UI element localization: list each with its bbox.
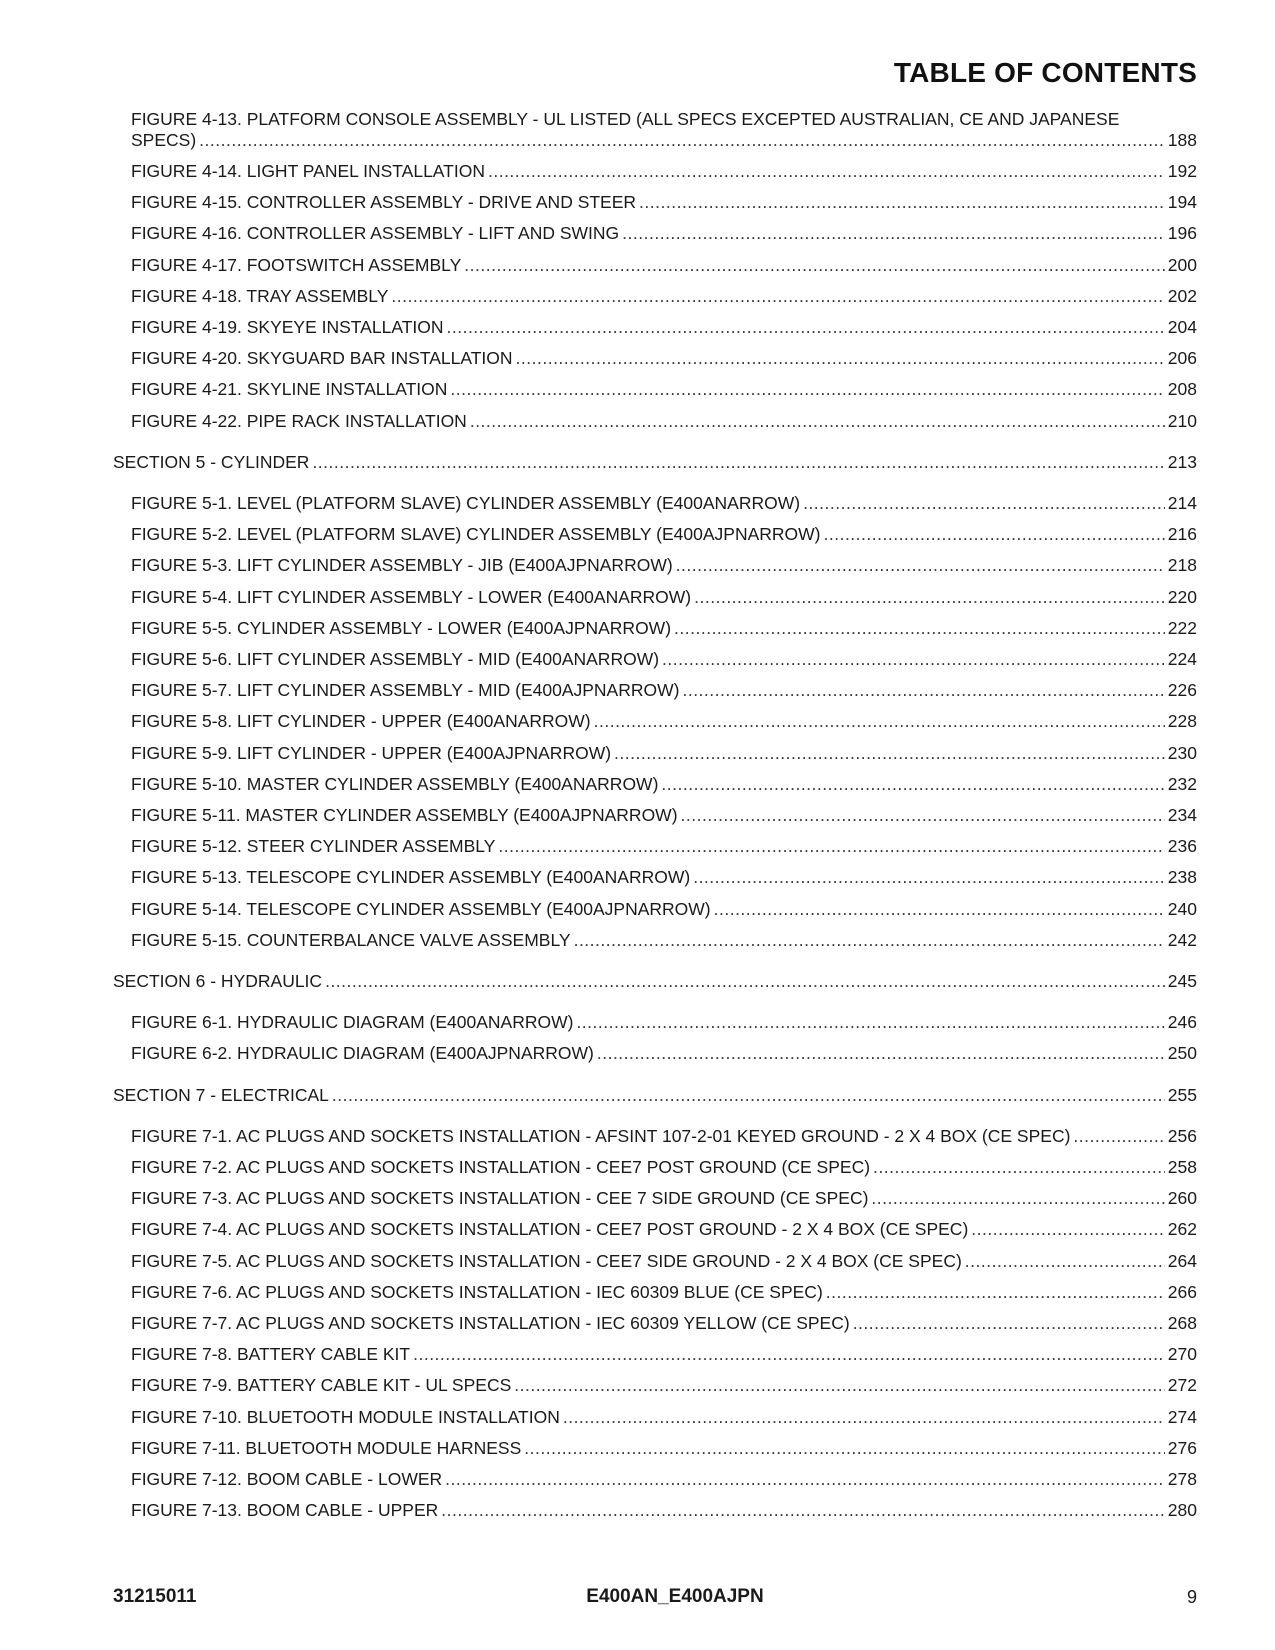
toc-figure-entry[interactable]	[131, 1126, 1197, 1147]
footer-doc-number: 31215011	[113, 1586, 197, 1607]
dot-leader	[674, 618, 1165, 639]
dot-leader	[681, 805, 1165, 826]
toc-entry-title: FIGURE 7-8. BATTERY CABLE KIT	[131, 1344, 411, 1364]
dot-leader	[676, 555, 1165, 576]
toc-figure-entry[interactable]	[131, 192, 1197, 213]
dot-leader	[450, 379, 1164, 400]
toc-figure-entry[interactable]	[131, 899, 1197, 920]
dot-leader	[470, 411, 1165, 432]
toc-figure-entry[interactable]	[131, 1251, 1197, 1272]
toc-entry-page: 262	[1167, 1219, 1197, 1239]
toc-entry-page: 258	[1167, 1157, 1197, 1177]
toc-figure-entry[interactable]	[131, 743, 1197, 764]
toc-entry-page: 192	[1167, 161, 1197, 181]
toc-entry-title: FIGURE 4-16. CONTROLLER ASSEMBLY - LIFT AND SWING	[131, 223, 620, 243]
dot-leader	[714, 899, 1165, 920]
toc-figure-entry[interactable]	[131, 411, 1197, 432]
toc-entry-page: 188	[1167, 130, 1197, 150]
toc-entry-title: FIGURE 4-19. SKYEYE INSTALLATION	[131, 317, 444, 337]
toc-entry-title: FIGURE 7-4. AC PLUGS AND SOCKETS INSTALLATION - CEE7 POST GROUND - 2 X 4 BOX (CE SPEC)	[131, 1219, 969, 1239]
dot-leader	[965, 1251, 1165, 1272]
toc-entry-page: 272	[1167, 1375, 1197, 1395]
toc-entry-page: 224	[1167, 649, 1197, 669]
dot-leader	[447, 317, 1165, 338]
toc-entry-page: 236	[1167, 836, 1197, 856]
toc-entry-page: 260	[1167, 1188, 1197, 1208]
toc-entry-page: 232	[1167, 774, 1197, 794]
toc-entry-title: SECTION 7 - ELECTRICAL	[113, 1085, 329, 1105]
toc-entry-title: FIGURE 6-1. HYDRAULIC DIAGRAM (E400ANARROW)	[131, 1012, 574, 1032]
toc-section-entry[interactable]	[113, 452, 1197, 473]
toc-entry-title: FIGURE 5-3. LIFT CYLINDER ASSEMBLY - JIB (E400AJPNARROW)	[131, 555, 673, 575]
toc-entry-page: 266	[1167, 1282, 1197, 1302]
toc-entry-page: 268	[1167, 1313, 1197, 1333]
toc-figure-entry[interactable]	[131, 867, 1197, 888]
toc-entry-page: 210	[1167, 411, 1197, 431]
page-title: TABLE OF CONTENTS	[893, 57, 1197, 88]
dot-leader	[445, 1469, 1165, 1490]
toc-figure-entry[interactable]	[131, 1043, 1197, 1064]
toc-figure-entry[interactable]	[131, 286, 1197, 307]
toc-figure-entry[interactable]	[131, 493, 1197, 514]
toc-figure-entry[interactable]	[131, 524, 1197, 545]
toc-entry-title: FIGURE 7-1. AC PLUGS AND SOCKETS INSTALLATION - AFSINT 107-2-01 KEYED GROUND - 2 X 4 BOX (CE SPEC)	[131, 1126, 1071, 1146]
dot-leader	[622, 223, 1165, 244]
dot-leader	[662, 649, 1165, 670]
toc-entry-title: FIGURE 5-13. TELESCOPE CYLINDER ASSEMBLY (E400ANARROW)	[131, 867, 691, 887]
toc-entry-page: 220	[1167, 587, 1197, 607]
dot-leader	[576, 1012, 1164, 1033]
toc-entry-page: 222	[1167, 618, 1197, 638]
toc-entry-title: FIGURE 4-22. PIPE RACK INSTALLATION	[131, 411, 467, 431]
toc-entry-page: 274	[1167, 1407, 1197, 1427]
toc-figure-entry[interactable]	[131, 555, 1197, 576]
dot-leader	[1073, 1126, 1164, 1147]
toc-figure-entry[interactable]	[131, 1012, 1197, 1033]
toc-entry-page: 230	[1167, 743, 1197, 763]
toc-entry-page: 226	[1167, 680, 1197, 700]
toc-entry-page: 264	[1167, 1251, 1197, 1271]
toc-entry-title: SECTION 6 - HYDRAULIC	[113, 971, 323, 991]
toc-figure-entry[interactable]	[131, 348, 1197, 369]
toc-figure-entry[interactable]	[131, 223, 1197, 244]
dot-leader	[594, 711, 1165, 732]
dot-leader	[639, 192, 1165, 213]
dot-leader	[524, 1438, 1165, 1459]
dot-leader	[391, 286, 1164, 307]
toc-figure-entry[interactable]	[131, 836, 1197, 857]
toc-entry-title: FIGURE 5-4. LIFT CYLINDER ASSEMBLY - LOWER (E400ANARROW)	[131, 587, 692, 607]
toc-entry-page: 245	[1167, 971, 1197, 991]
toc-entry-title: FIGURE 5-15. COUNTERBALANCE VALVE ASSEMBLY	[131, 930, 571, 950]
toc-entry-page: 194	[1167, 192, 1197, 212]
toc-entry-title: FIGURE 4-18. TRAY ASSEMBLY	[131, 286, 389, 306]
toc-entry-title: FIGURE 7-11. BLUETOOTH MODULE HARNESS	[131, 1438, 522, 1458]
toc-entry-page: 246	[1167, 1012, 1197, 1032]
toc-entry-page: 204	[1167, 317, 1197, 337]
toc-entry-page: 255	[1167, 1085, 1197, 1105]
dot-leader	[853, 1313, 1165, 1334]
toc-entry-page: 216	[1167, 524, 1197, 544]
toc-figure-entry[interactable]	[131, 1157, 1197, 1178]
toc-figure-entry[interactable]	[131, 1188, 1197, 1209]
dot-leader	[971, 1219, 1165, 1240]
footer-page-number: 9	[1186, 1587, 1197, 1607]
dot-leader	[312, 452, 1164, 473]
dot-leader	[803, 493, 1165, 514]
toc-entry-title: SECTION 5 - CYLINDER	[113, 452, 310, 472]
toc-entry-page: 242	[1167, 930, 1197, 950]
toc-figure-entry[interactable]	[131, 618, 1197, 639]
toc-figure-entry[interactable]	[131, 161, 1197, 182]
toc-entry-title: FIGURE 5-9. LIFT CYLINDER - UPPER (E400AJPNARROW)	[131, 743, 612, 763]
toc-entry-page: 218	[1167, 555, 1197, 575]
toc-entry-title: FIGURE 5-7. LIFT CYLINDER ASSEMBLY - MID (E400AJPNARROW)	[131, 680, 680, 700]
toc-entry-title: FIGURE 5-6. LIFT CYLINDER ASSEMBLY - MID (E400ANARROW)	[131, 649, 660, 669]
toc-figure-entry[interactable]	[131, 1219, 1197, 1240]
toc-figure-entry[interactable]	[131, 1500, 1197, 1521]
toc-entry-page: 202	[1167, 286, 1197, 306]
dot-leader	[694, 587, 1165, 608]
dot-leader	[325, 971, 1165, 992]
toc-entry-page: 278	[1167, 1469, 1197, 1489]
dot-leader	[514, 1375, 1165, 1396]
toc-entry-title: FIGURE 7-12. BOOM CABLE - LOWER	[131, 1469, 443, 1489]
toc-entry-title: FIGURE 5-10. MASTER CYLINDER ASSEMBLY (E400ANARROW)	[131, 774, 659, 794]
toc-entry-title: FIGURE 7-7. AC PLUGS AND SOCKETS INSTALLATION - IEC 60309 YELLOW (CE SPEC)	[131, 1313, 850, 1333]
toc-entry-title: FIGURE 5-5. CYLINDER ASSEMBLY - LOWER (E400AJPNARROW)	[131, 618, 672, 638]
dot-leader	[873, 1157, 1165, 1178]
toc-figure-entry[interactable]	[131, 379, 1197, 400]
toc-entry-title: FIGURE 4-21. SKYLINE INSTALLATION	[131, 379, 448, 399]
toc-figure-entry[interactable]	[131, 1407, 1197, 1428]
toc-entry-page: 256	[1167, 1126, 1197, 1146]
toc-entry-page: 206	[1167, 348, 1197, 368]
toc-entry-title: FIGURE 4-17. FOOTSWITCH ASSEMBLY	[131, 255, 462, 275]
toc-entry-title: FIGURE 5-12. STEER CYLINDER ASSEMBLY	[131, 836, 496, 856]
toc-entry-page: 276	[1167, 1438, 1197, 1458]
toc-figure-entry[interactable]	[131, 1344, 1197, 1365]
toc-section-entry[interactable]	[113, 1085, 1197, 1106]
toc-figure-entry[interactable]	[131, 930, 1197, 951]
dot-leader	[199, 130, 1165, 151]
toc-entry-title: SPECS)	[131, 130, 197, 150]
toc-entry-title: FIGURE 4-20. SKYGUARD BAR INSTALLATION	[131, 348, 513, 368]
toc-entry-title: FIGURE 5-8. LIFT CYLINDER - UPPER (E400ANARROW)	[131, 711, 591, 731]
toc-figure-entry[interactable]	[131, 711, 1197, 732]
toc-entry-title: FIGURE 7-6. AC PLUGS AND SOCKETS INSTALLATION - IEC 60309 BLUE (CE SPEC)	[131, 1282, 823, 1302]
dot-leader	[682, 680, 1164, 701]
toc-entry-title: FIGURE 7-3. AC PLUGS AND SOCKETS INSTALLATION - CEE 7 SIDE GROUND (CE SPEC)	[131, 1188, 869, 1208]
toc-figure-entry[interactable]	[131, 774, 1197, 795]
toc-entry-title: FIGURE 7-13. BOOM CABLE - UPPER	[131, 1500, 439, 1520]
toc-entry-title: FIGURE 4-14. LIGHT PANEL INSTALLATION	[131, 161, 485, 181]
toc-entry-page: 200	[1167, 255, 1197, 275]
toc-figure-entry[interactable]	[131, 255, 1197, 276]
toc-entry-page: 240	[1167, 899, 1197, 919]
toc-entry-first-line2[interactable]	[131, 130, 1197, 151]
toc-entry-title: FIGURE 5-1. LEVEL (PLATFORM SLAVE) CYLINDER ASSEMBLY (E400ANARROW)	[131, 493, 801, 513]
dot-leader	[826, 1282, 1165, 1303]
dot-leader	[516, 348, 1165, 369]
dot-leader	[464, 255, 1165, 276]
toc-entry-title: FIGURE 7-9. BATTERY CABLE KIT - UL SPECS	[131, 1375, 512, 1395]
dot-leader	[441, 1500, 1165, 1521]
toc-figure-entry[interactable]	[131, 805, 1197, 826]
dot-leader	[614, 743, 1165, 764]
toc-entry-page: 196	[1167, 223, 1197, 243]
toc-figure-entry[interactable]	[131, 587, 1197, 608]
toc-section-entry[interactable]	[113, 971, 1197, 992]
dot-leader	[871, 1188, 1164, 1209]
footer-model: E400AN_E400AJPN	[586, 1586, 764, 1607]
dot-leader	[661, 774, 1164, 795]
dot-leader	[574, 930, 1165, 951]
toc-entry-title: FIGURE 6-2. HYDRAULIC DIAGRAM (E400AJPNARROW)	[131, 1043, 594, 1063]
dot-leader	[413, 1344, 1165, 1365]
toc-figure-entry[interactable]	[131, 1313, 1197, 1334]
toc-figure-entry[interactable]	[131, 1438, 1197, 1459]
toc-entry-title: FIGURE 7-10. BLUETOOTH MODULE INSTALLATION	[131, 1407, 560, 1427]
toc-entry-title: FIGURE 5-11. MASTER CYLINDER ASSEMBLY (E400AJPNARROW)	[131, 805, 678, 825]
toc-figure-entry[interactable]	[131, 1469, 1197, 1490]
toc-figure-entry[interactable]	[131, 1375, 1197, 1396]
toc-entry-title: FIGURE 4-15. CONTROLLER ASSEMBLY - DRIVE AND STEER	[131, 192, 637, 212]
toc-entry-page: 270	[1167, 1344, 1197, 1364]
toc-entry-first-line1[interactable]: FIGURE 4-13. PLATFORM CONSOLE ASSEMBLY - UL LISTED (ALL SPECS EXCEPTED AUSTRALIAN, CE AND JAPANESE	[131, 109, 1120, 129]
toc-entry-page: 214	[1167, 493, 1197, 513]
dot-leader	[498, 836, 1164, 857]
toc-entry-page: 280	[1167, 1500, 1197, 1520]
dot-leader	[488, 161, 1165, 182]
toc-figure-entry[interactable]	[131, 317, 1197, 338]
toc-entry-page: 250	[1167, 1043, 1197, 1063]
toc-entry-title: FIGURE 5-2. LEVEL (PLATFORM SLAVE) CYLINDER ASSEMBLY (E400AJPNARROW)	[131, 524, 821, 544]
dot-leader	[332, 1085, 1165, 1106]
toc-entry-page: 228	[1167, 711, 1197, 731]
toc-entry-page: 238	[1167, 867, 1197, 887]
toc-entry-page: 208	[1167, 379, 1197, 399]
dot-leader	[563, 1407, 1165, 1428]
toc-figure-entry[interactable]	[131, 649, 1197, 670]
toc-entry-title: FIGURE 5-14. TELESCOPE CYLINDER ASSEMBLY (E400AJPNARROW)	[131, 899, 711, 919]
dot-leader	[597, 1043, 1165, 1064]
toc-figure-entry[interactable]	[131, 1282, 1197, 1303]
toc-entry-title: FIGURE 7-2. AC PLUGS AND SOCKETS INSTALLATION - CEE7 POST GROUND (CE SPEC)	[131, 1157, 871, 1177]
toc-figure-entry[interactable]	[131, 680, 1197, 701]
toc-entry-page: 213	[1167, 452, 1197, 472]
dot-leader	[824, 524, 1165, 545]
dot-leader	[693, 867, 1165, 888]
toc-entry-page: 234	[1167, 805, 1197, 825]
toc-entry-title: FIGURE 7-5. AC PLUGS AND SOCKETS INSTALLATION - CEE7 SIDE GROUND - 2 X 4 BOX (CE SPEC)	[131, 1251, 962, 1271]
